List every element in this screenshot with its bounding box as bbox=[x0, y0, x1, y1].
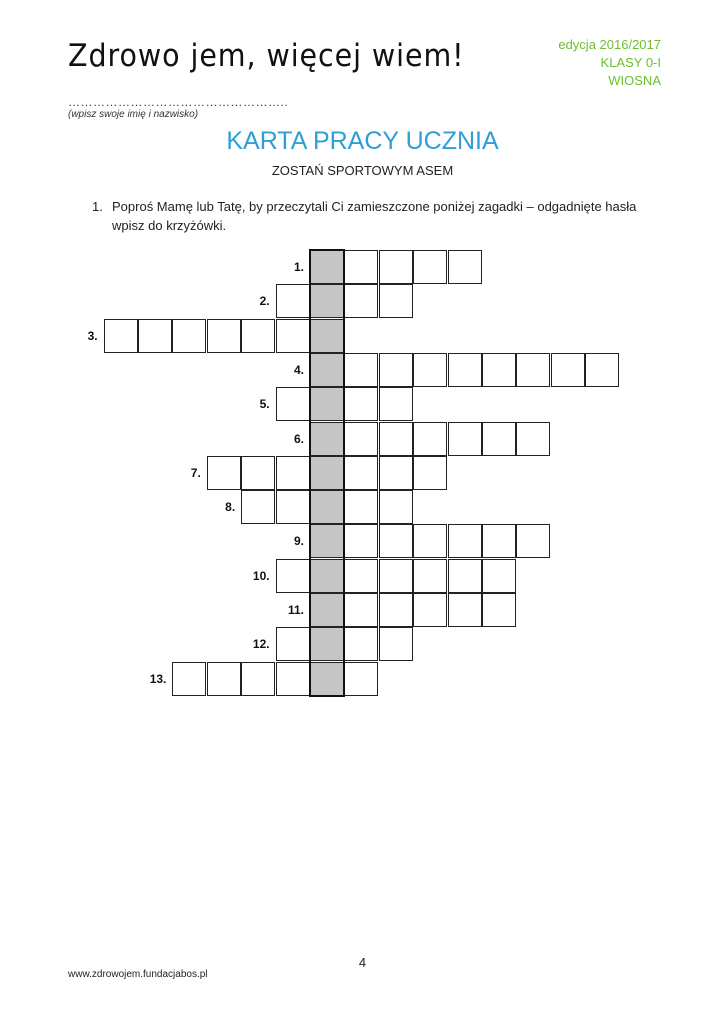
crossword-cell[interactable] bbox=[276, 662, 310, 696]
crossword-row-label: 2. bbox=[259, 294, 270, 309]
footer-url: www.zdrowojem.fundacjabos.pl bbox=[68, 969, 208, 980]
crossword-cell[interactable] bbox=[241, 662, 275, 696]
edition-year: edycja 2016/2017 bbox=[558, 37, 661, 52]
crossword-cell[interactable] bbox=[344, 559, 378, 593]
crossword-key-cell[interactable] bbox=[310, 422, 344, 456]
crossword-row-label: 1. bbox=[293, 260, 304, 274]
crossword-cell[interactable] bbox=[379, 353, 413, 387]
crossword-cell[interactable] bbox=[344, 490, 378, 524]
crossword-cell[interactable] bbox=[172, 662, 206, 696]
crossword-cell[interactable] bbox=[276, 456, 310, 490]
crossword-key-cell[interactable] bbox=[310, 456, 344, 490]
crossword-cell[interactable] bbox=[379, 559, 413, 593]
crossword-key-cell[interactable] bbox=[310, 353, 344, 387]
crossword-cell[interactable] bbox=[276, 319, 310, 353]
crossword-cell[interactable] bbox=[344, 456, 378, 490]
crossword-key-cell[interactable] bbox=[310, 284, 344, 318]
crossword-cell[interactable] bbox=[241, 490, 275, 524]
crossword-cell[interactable] bbox=[379, 250, 413, 284]
crossword-cell[interactable] bbox=[379, 593, 413, 627]
edition-classes: KLASY 0-I bbox=[600, 55, 661, 70]
crossword-cell[interactable] bbox=[344, 627, 378, 661]
crossword-row-label: 10. bbox=[252, 568, 270, 583]
page-subtitle: ZOSTAŃ SPORTOWYM ASEM bbox=[271, 163, 454, 178]
crossword-cell[interactable] bbox=[551, 353, 585, 387]
crossword-cell[interactable] bbox=[344, 662, 378, 696]
crossword-key-cell[interactable] bbox=[310, 627, 344, 661]
crossword-cell[interactable] bbox=[207, 319, 241, 353]
crossword-cell[interactable] bbox=[344, 593, 378, 627]
crossword-row-label: 4. bbox=[293, 362, 304, 377]
logo-handwritten-title: Zdrowo jem, więcej wiem! bbox=[68, 38, 465, 74]
crossword-cell[interactable] bbox=[379, 422, 413, 456]
crossword-cell[interactable] bbox=[482, 353, 516, 387]
crossword-cell[interactable] bbox=[276, 559, 310, 593]
name-line: …………………………………………….. bbox=[68, 95, 289, 109]
crossword-cell[interactable] bbox=[379, 627, 413, 661]
crossword-cell[interactable] bbox=[516, 524, 550, 558]
page-number: 4 bbox=[358, 955, 367, 970]
crossword-cell[interactable] bbox=[379, 524, 413, 558]
crossword-key-cell[interactable] bbox=[310, 559, 344, 593]
crossword-cell[interactable] bbox=[104, 319, 138, 353]
crossword-row-label: 11. bbox=[287, 603, 304, 617]
crossword-row-label: 9. bbox=[293, 534, 304, 549]
crossword-row-label: 6. bbox=[293, 431, 304, 446]
crossword-cell[interactable] bbox=[448, 422, 482, 456]
crossword-key-cell[interactable] bbox=[310, 387, 344, 421]
crossword-key-cell[interactable] bbox=[310, 250, 344, 284]
crossword-cell[interactable] bbox=[344, 387, 378, 421]
crossword-cell[interactable] bbox=[448, 353, 482, 387]
crossword-cell[interactable] bbox=[344, 353, 378, 387]
crossword-cell[interactable] bbox=[413, 559, 447, 593]
crossword-cell[interactable] bbox=[413, 250, 447, 284]
crossword-cell[interactable] bbox=[482, 559, 516, 593]
crossword-cell[interactable] bbox=[413, 456, 447, 490]
crossword-cell[interactable] bbox=[516, 422, 550, 456]
crossword-cell[interactable] bbox=[379, 284, 413, 318]
crossword-cell[interactable] bbox=[482, 593, 516, 627]
crossword-cell[interactable] bbox=[482, 422, 516, 456]
crossword-cell[interactable] bbox=[344, 250, 378, 284]
crossword-key-cell[interactable] bbox=[310, 524, 344, 558]
crossword-cell[interactable] bbox=[241, 456, 275, 490]
crossword-cell[interactable] bbox=[241, 319, 275, 353]
crossword-cell[interactable] bbox=[448, 524, 482, 558]
task-text: Poproś Mamę lub Tatę, by przeczytali Ci zamieszczone poniżej zagadki – odgadnięte hasła wpisz do krzyżówki. bbox=[112, 199, 637, 233]
crossword-cell[interactable] bbox=[448, 559, 482, 593]
crossword-cell[interactable] bbox=[138, 319, 172, 353]
crossword-row-label: 8. bbox=[225, 500, 236, 515]
crossword-cell[interactable] bbox=[276, 490, 310, 524]
crossword-row-label: 13. bbox=[149, 671, 167, 686]
edition-season: WIOSNA bbox=[608, 73, 661, 88]
crossword-cell[interactable] bbox=[344, 422, 378, 456]
crossword-cell[interactable] bbox=[276, 387, 310, 421]
crossword-cell[interactable] bbox=[207, 456, 241, 490]
crossword-row-label: 7. bbox=[190, 465, 201, 480]
crossword-cell[interactable] bbox=[379, 387, 413, 421]
crossword-cell[interactable] bbox=[276, 627, 310, 661]
crossword-cell[interactable] bbox=[207, 662, 241, 696]
crossword-cell[interactable] bbox=[276, 284, 310, 318]
task-number: 1. bbox=[92, 199, 103, 214]
crossword-key-cell[interactable] bbox=[310, 319, 344, 353]
crossword-cell[interactable] bbox=[379, 490, 413, 524]
crossword-row-label: 12. bbox=[252, 637, 270, 652]
crossword-cell[interactable] bbox=[344, 284, 378, 318]
crossword-cell[interactable] bbox=[172, 319, 206, 353]
crossword-cell[interactable] bbox=[448, 593, 482, 627]
page-title: KARTA PRACY UCZNIA bbox=[226, 127, 499, 155]
crossword-row-label: 5. bbox=[259, 397, 270, 412]
crossword-cell[interactable] bbox=[413, 593, 447, 627]
crossword-cell[interactable] bbox=[413, 422, 447, 456]
crossword-cell[interactable] bbox=[448, 250, 482, 284]
crossword-key-cell[interactable] bbox=[310, 662, 344, 696]
crossword-cell[interactable] bbox=[379, 456, 413, 490]
crossword-cell[interactable] bbox=[585, 353, 619, 387]
crossword-cell[interactable] bbox=[413, 524, 447, 558]
crossword-row-label: 3. bbox=[87, 328, 98, 343]
crossword-key-cell[interactable] bbox=[310, 490, 344, 524]
crossword-key-cell[interactable] bbox=[310, 593, 344, 627]
crossword-cell[interactable] bbox=[482, 524, 516, 558]
crossword-cell[interactable] bbox=[344, 524, 378, 558]
name-hint: (wpisz swoje imię i nazwisko) bbox=[68, 109, 199, 120]
crossword-cell[interactable] bbox=[516, 353, 550, 387]
crossword-cell[interactable] bbox=[413, 353, 447, 387]
